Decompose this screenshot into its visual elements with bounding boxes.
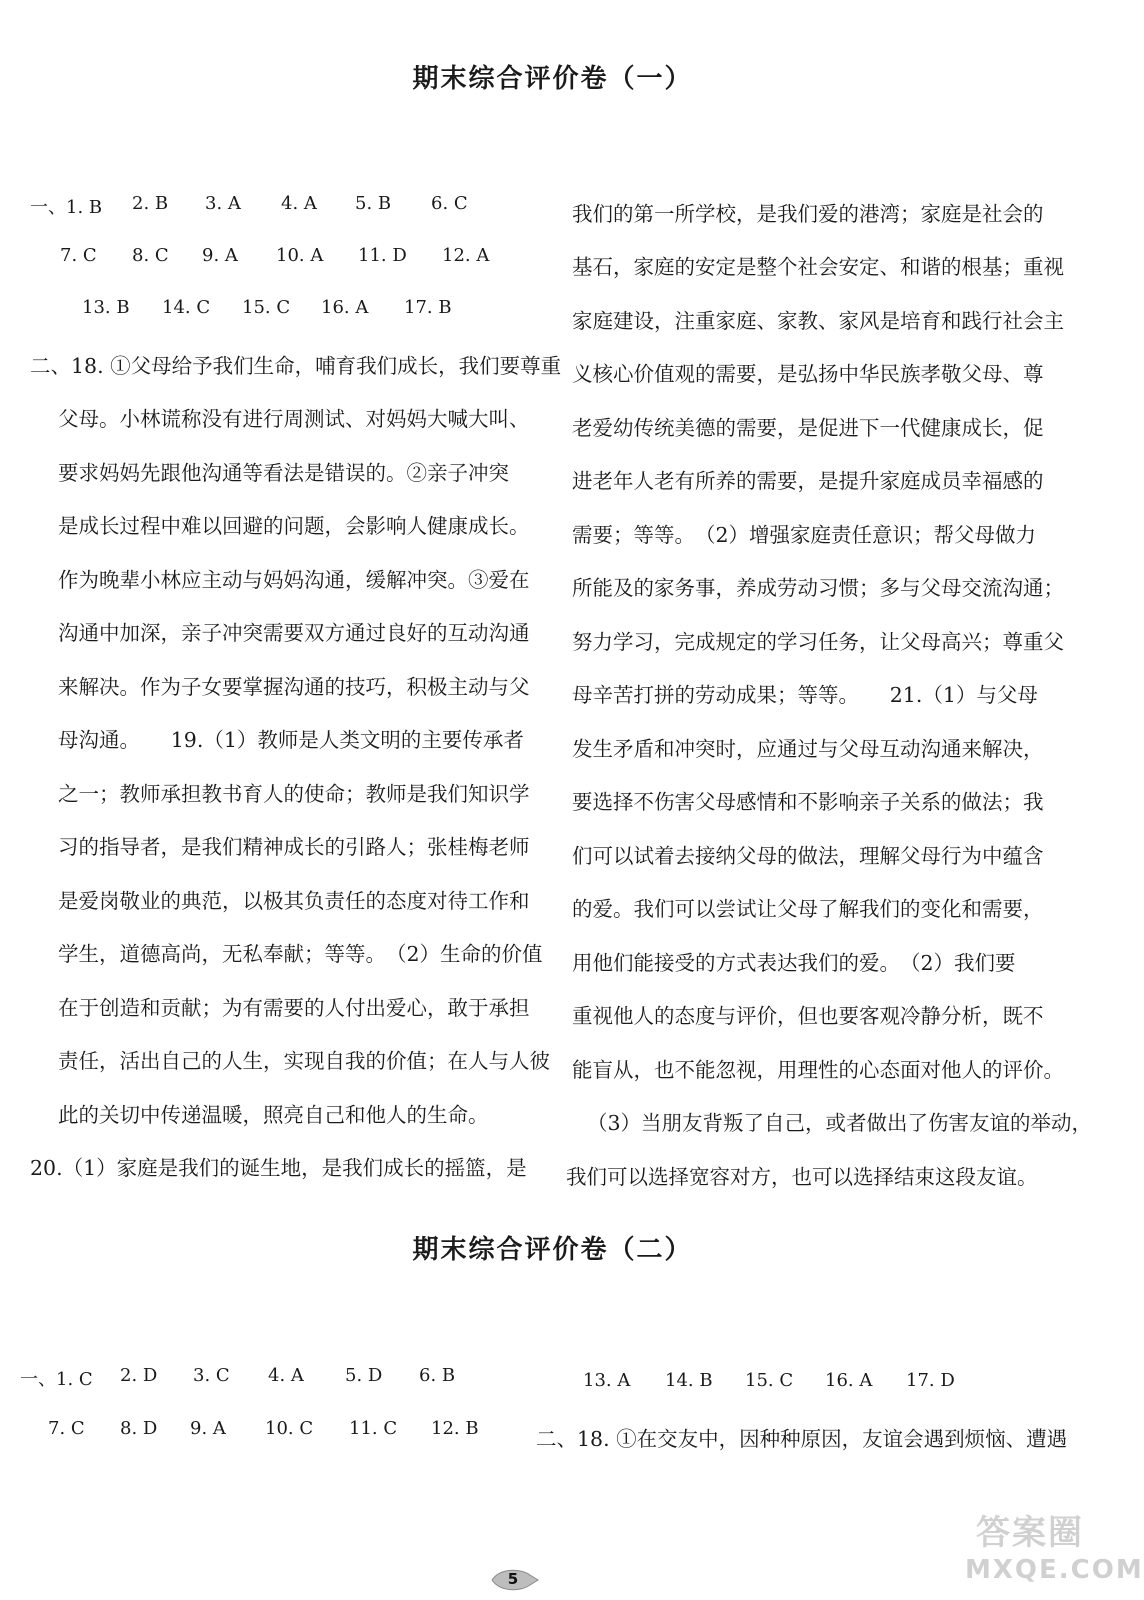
answer-item: 9. A	[190, 1418, 226, 1439]
answer-item: 一、1. B	[30, 197, 103, 218]
answer-item: 9. A	[202, 245, 238, 266]
answer-item: 2. B	[132, 193, 169, 214]
answer-item: 10. C	[265, 1418, 314, 1439]
text-line: 家庭建设，注重家庭、家教、家风是培育和践行社会主	[572, 309, 1064, 333]
watermark-logo	[965, 1505, 1144, 1595]
answer-item: 16. A	[321, 297, 369, 318]
answer-item: 4. A	[268, 1365, 304, 1386]
answer-item: 7. C	[48, 1418, 85, 1439]
answer-item: 5. D	[345, 1365, 383, 1386]
text-line: 努力学习，完成规定的学习任务，让父母高兴；尊重父	[572, 630, 1064, 654]
answer-item: 12. A	[442, 245, 490, 266]
answer-item: 4. A	[281, 193, 317, 214]
answer-item: 7. C	[60, 245, 97, 266]
text-line: 要选择不伤害父母感情和不影响亲子关系的做法；我	[572, 790, 1044, 814]
text-line: 能盲从，也不能忽视，用理性的心态面对他人的评价。	[572, 1058, 1064, 1082]
answer-item: 16. A	[825, 1370, 873, 1391]
text-line: 需要；等等。 （2）增强家庭责任意识；帮父母做力	[572, 523, 1037, 547]
watermark-url-text: MXQE.COM	[965, 1555, 1144, 1585]
answer-item: 15. C	[745, 1370, 794, 1391]
text-line: 重视他人的态度与评价，但也要客观冷静分析，既不	[572, 1004, 1044, 1028]
text-line: 进老年人老有所养的需要，是提升家庭成员幸福感的	[572, 469, 1044, 493]
answer-item: 3. A	[205, 193, 241, 214]
page-number	[490, 1567, 540, 1593]
text-line: 二、18. ①父母给予我们生命，哺育我们成长，我们要尊重	[30, 354, 562, 378]
text-line: 母沟通。 19.（1）教师是人类文明的主要传承者	[58, 728, 524, 752]
text-line: 责任，活出自己的人生，实现自我的价值；在人与人彼	[58, 1049, 550, 1073]
answer-item: 12. B	[431, 1418, 479, 1439]
answer-item: 17. D	[906, 1370, 955, 1391]
text-line: 用他们能接受的方式表达我们的爱。 （2）我们要	[572, 951, 1016, 975]
answer-item: 5. B	[355, 193, 392, 214]
answer-item: 13. A	[583, 1370, 631, 1391]
text-line: 来解决。作为子女要掌握沟通的技巧，积极主动与父	[58, 675, 530, 699]
text-line: 作为晚辈小林应主动与妈妈沟通，缓解冲突。③爱在	[58, 568, 530, 592]
answer-item: 14. B	[665, 1370, 713, 1391]
answer-item: 11. D	[358, 245, 407, 266]
text-line: 之一；教师承担教书育人的使命；教师是我们知识学	[58, 782, 530, 806]
answer-item: 6. B	[419, 1365, 456, 1386]
answer-item: 17. B	[404, 297, 452, 318]
answer-item: 15. C	[242, 297, 291, 318]
text-line: 们可以试着去接纳父母的做法，理解父母行为中蕴含	[572, 844, 1044, 868]
text-line: 要求妈妈先跟他沟通等看法是错误的。②亲子冲突	[58, 461, 509, 485]
text-line: 我们可以选择宽容对方，也可以选择结束这段友谊。	[566, 1165, 1038, 1189]
text-line: 我们的第一所学校，是我们爱的港湾；家庭是社会的	[572, 202, 1044, 226]
answer-item: 6. C	[431, 193, 468, 214]
text-line: 在于创造和贡献；为有需要的人付出爱心，敢于承担	[58, 996, 530, 1020]
answer-item: 14. C	[162, 297, 211, 318]
answer-item: 11. C	[349, 1418, 398, 1439]
watermark-top-text: 答案圈	[976, 1513, 1084, 1553]
section2-title: 期末综合评价卷（二）	[412, 1235, 693, 1265]
text-line: 义核心价值观的需要，是弘扬中华民族孝敬父母、尊	[572, 362, 1044, 386]
answer-item: 10. A	[276, 245, 324, 266]
text-line: 20.（1）家庭是我们的诞生地，是我们成长的摇篮，是	[30, 1156, 527, 1180]
answer-item: 13. B	[82, 297, 130, 318]
answer-item: 8. D	[120, 1418, 158, 1439]
text-line: 是爱岗敬业的典范，以极其负责任的态度对待工作和	[58, 889, 530, 913]
text-line: 是成长过程中难以回避的问题，会影响人健康成长。	[58, 514, 530, 538]
answer-item: 3. C	[193, 1365, 230, 1386]
text-line: 习的指导者，是我们精神成长的引路人；张桂梅老师	[58, 835, 530, 859]
text-line: 学生，道德高尚，无私奉献；等等。 （2）生命的价值	[58, 942, 543, 966]
text-line: （3）当朋友背叛了自己，或者做出了伤害友谊的举动，	[587, 1111, 1093, 1135]
text-line: 母辛苦打拼的劳动成果；等等。 21.（1）与父母	[572, 683, 1038, 707]
text-line: 所能及的家务事，养成劳动习惯；多与父母交流沟通；	[572, 576, 1064, 600]
text-line: 老爱幼传统美德的需要，是促进下一代健康成长，促	[572, 416, 1044, 440]
text-line: 沟通中加深，亲子冲突需要双方通过良好的互动沟通	[58, 621, 530, 645]
text-line: 此的关切中传递温暖，照亮自己和他人的生命。	[58, 1103, 489, 1127]
section1-title: 期末综合评价卷（一）	[412, 64, 693, 94]
text-line: 二、18. ①在交友中，因种种原因，友谊会遇到烦恼、遭遇	[536, 1427, 1068, 1451]
answer-item: 一、1. C	[20, 1369, 93, 1390]
text-line: 发生矛盾和冲突时，应通过与父母互动沟通来解决，	[572, 737, 1044, 761]
text-line: 基石，家庭的安定是整个社会安定、和谐的根基；重视	[572, 255, 1064, 279]
text-line: 父母。小林谎称没有进行周测试、对妈妈大喊大叫、	[58, 407, 530, 431]
page-number-text: 5	[507, 1570, 519, 1588]
text-line: 的爱。我们可以尝试让父母了解我们的变化和需要，	[572, 897, 1044, 921]
answer-item: 2. D	[120, 1365, 158, 1386]
answer-item: 8. C	[132, 245, 169, 266]
